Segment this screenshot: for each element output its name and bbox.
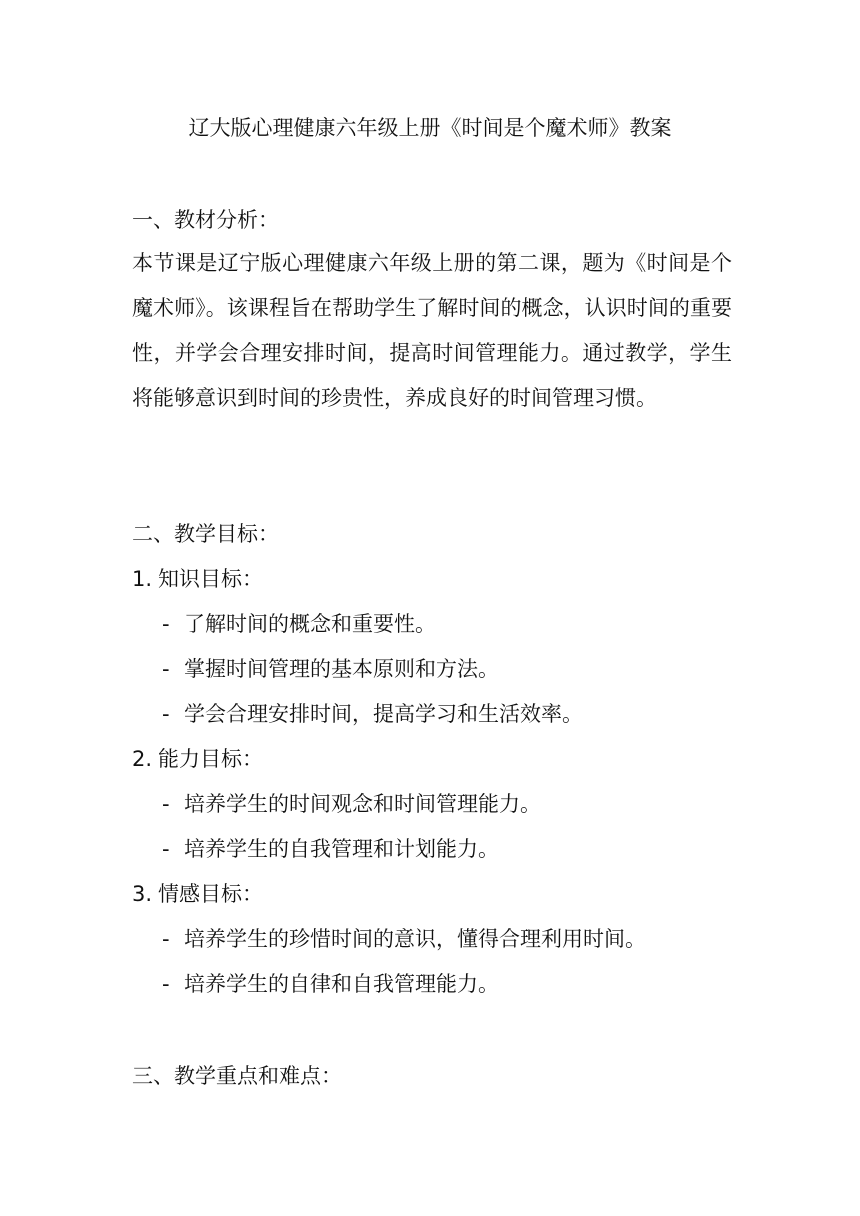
- list-item: [162, 653, 499, 685]
- objective-group-ability: [132, 743, 263, 775]
- bullet-dash: -: [162, 927, 170, 951]
- list-item-text: 培养学生的自律和自我管理能力。: [184, 972, 499, 996]
- objective-number: 1.: [132, 567, 153, 591]
- list-item: [162, 923, 646, 955]
- section-heading-objectives: 二、教学目标：: [132, 522, 279, 546]
- section-heading-key-points: 三、教学重点和难点：: [132, 1064, 342, 1088]
- list-item-text: 培养学生的自我管理和计划能力。: [184, 837, 499, 861]
- bullet-dash: -: [162, 837, 170, 861]
- list-item-text: 学会合理安排时间，提高学习和生活效率。: [184, 702, 583, 726]
- bullet-dash: -: [162, 792, 170, 816]
- list-item: [162, 833, 499, 865]
- objective-group-emotion: [132, 878, 263, 910]
- list-item: [162, 608, 436, 640]
- list-item-text: 掌握时间管理的基本原则和方法。: [184, 657, 499, 681]
- bullet-dash: -: [162, 657, 170, 681]
- bullet-dash: -: [162, 702, 170, 726]
- list-item-text: 培养学生的珍惜时间的意识，懂得合理利用时间。: [184, 927, 646, 951]
- section-heading-materials: 一、教材分析：: [132, 208, 279, 232]
- list-item-text: 了解时间的概念和重要性。: [184, 612, 436, 636]
- list-item: [162, 788, 541, 820]
- bullet-dash: -: [162, 972, 170, 996]
- bullet-dash: -: [162, 612, 170, 636]
- objective-label: 知识目标：: [158, 567, 263, 591]
- list-item-text: 培养学生的时间观念和时间管理能力。: [184, 792, 541, 816]
- objective-group-knowledge: [132, 563, 263, 595]
- objective-number: 3.: [132, 882, 153, 906]
- document-title: 辽大版心理健康六年级上册《时间是个魔术师》教案: [188, 116, 672, 140]
- list-item: [162, 968, 499, 1000]
- objective-label: 情感目标：: [158, 882, 263, 906]
- objective-label: 能力目标：: [158, 747, 263, 771]
- materials-paragraph: 本节课是辽宁版心理健康六年级上册的第二课，题为《时间是个魔术师》。该课程旨在帮助学生了解时间的概念，认识时间的重要性，并学会合理安排时间，提高时间管理能力。通过教学，学生将能够意识到时间的珍贵性，养成良好的时间管理习惯。: [132, 251, 732, 410]
- list-item: [162, 698, 583, 730]
- objective-number: 2.: [132, 747, 153, 771]
